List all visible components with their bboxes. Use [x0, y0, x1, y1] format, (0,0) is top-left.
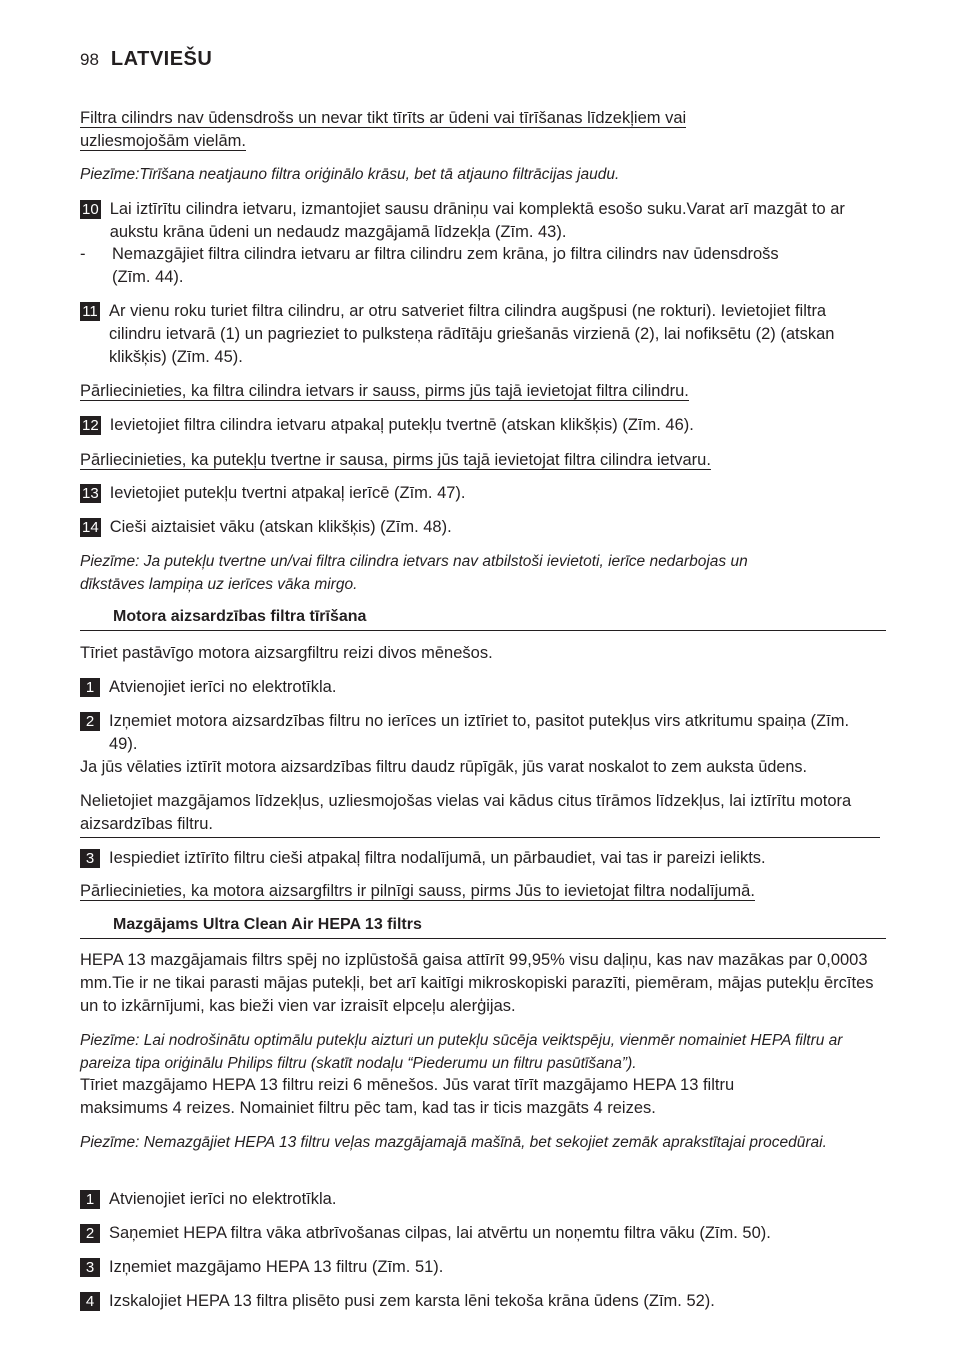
step-number: 14: [82, 519, 99, 536]
hepa-step-2: [80, 1222, 880, 1245]
step-text: Atvienojiet ierīci no elektrotīkla.: [109, 1190, 337, 1208]
section-heading-hepa-filter: Mazgājams Ultra Clean Air HEPA 13 filtrs: [80, 914, 886, 939]
paragraph-hepa-description: HEPA 13 mazgājamais filtrs spēj no izplūstošā gaisa attīrīt 99,95% visu daļiņu, kas nav mazākas par 0,0003 mm.Tie ir ne tikai parasti mājas putekļi, bet arī kaitīgi mikroskopiski parazīti, piemēram, mājas putekļu ērcītes un to izkārnījumi, kas bieži vien var izraisīt elpceļu alerģijas.: [80, 951, 874, 1015]
language-heading: LATVIEŠU: [110, 48, 213, 70]
step-13: [80, 482, 880, 505]
step-text: Lai iztīrītu cilindra ietvaru, izmantojiet sausu drāniņu vai komplektā esošo suku.Varat arī mazgāt to ar aukstu krāna ūdeni un nedaudz mazgājamā līdzekļa (Zīm. 43).: [109, 200, 845, 241]
page-number: 98: [80, 50, 99, 69]
section-heading-motor-filter: Motora aizsardzības filtra tīrīšana: [80, 606, 886, 631]
step-number: 13: [82, 485, 99, 502]
warning-cylinder-dry: Pārliecinieties, ka filtra cilindra ietvars ir sauss, pirms jūs tajā ievietojat filtra cilindru.: [80, 382, 689, 400]
step-text: Izskalojiet HEPA 13 filtra plisēto pusi zem karsta lēni tekoša krāna ūdens (Zīm. 52).: [109, 1292, 715, 1310]
step-text: Ievietojiet putekļu tvertni atpakaļ ierīcē (Zīm. 47).: [109, 484, 466, 502]
step-number: 2: [80, 712, 100, 731]
step-text: Atvienojiet ierīci no elektrotīkla.: [109, 678, 337, 696]
step-11: [80, 300, 880, 369]
motor-step-2: [80, 710, 870, 756]
step-number: 2: [80, 1224, 100, 1243]
step-number: 4: [80, 1292, 100, 1311]
step-number: 1: [80, 678, 100, 697]
step-text: Iespiediet iztīrīto filtru cieši atpakaļ filtra nodalījumā, un pārbaudiet, vai tas ir pareizi ielikts.: [109, 849, 766, 867]
dash-marker: -: [80, 245, 86, 263]
bullet-item: [80, 243, 800, 289]
note-no-washing-machine: Piezīme: Nemazgājiet HEPA 13 filtru veļas mazgājamajā mašīnā, bet sekojiet zemāk aprakstītajai procedūrai.: [80, 1134, 827, 1151]
step-14: [80, 516, 880, 539]
warning-filter-cylinder: Filtra cilindrs nav ūdensdrošs un nevar tikt tīrīts ar ūdeni vai tīrīšanas līdzekļiem vai uzliesmojošām vielām.: [80, 109, 687, 150]
step-number: 3: [80, 849, 100, 868]
note-color-restore: Piezīme:Tīrīšana neatjauno filtra oriģinālo krāsu, bet tā atjauno filtrācijas jaudu.: [80, 166, 620, 183]
step-text: Izņemiet motora aizsardzības filtru no ierīces un iztīriet to, pasitot putekļus virs atkritumu spaiņa (Zīm. 49).: [109, 712, 850, 753]
note-lamp-blinks: Piezīme: Ja putekļu tvertne un/vai filtra cilindra ietvars nav atbilstoši ievietoti, ierīce nedarbojas un dīkstāves lampiņa uz ierīces vāka mirgo.: [80, 553, 748, 593]
hepa-step-3: [80, 1256, 880, 1279]
warning-motor-filter-dry: Pārliecinieties, ka motora aizsargfiltrs ir pilnīgi sauss, pirms Jūs to ievietojat filtra nodalījumā.: [80, 882, 755, 900]
paragraph-hepa-interval: Tīriet mazgājamo HEPA 13 filtru reizi 6 mēnešos. Jūs varat tīrīt mazgājamo HEPA 13 filtru maksimums 4 reizes. Nomainiet filtru pēc tam, kad tas ir ticis mazgāts 4 reizes.: [80, 1076, 735, 1117]
step-number: 11: [80, 302, 100, 321]
hepa-step-1: [80, 1188, 880, 1211]
hepa-step-4: [80, 1290, 880, 1313]
motor-step-3: [80, 847, 880, 870]
note-philips-filter: Piezīme: Lai nodrošinātu optimālu putekļu aizturi un putekļu sūcēja veiktspēju, vienmēr nomainiet HEPA filtru ar pareiza tipa oriģinālu Philips filtru (skatīt nodaļu “Piederumu un filtru pasūtīšana”).: [80, 1032, 843, 1072]
paragraph-rinse-motor-filter: Ja jūs vēlaties iztīrīt motora aizsardzības filtru daudz rūpīgāk, jūs varat noskalot to zem auksta ūdens.: [80, 758, 807, 776]
page-header: [80, 48, 212, 74]
step-number: 12: [82, 417, 99, 434]
motor-step-1: [80, 676, 880, 699]
step-text: Izņemiet mazgājamo HEPA 13 filtru (Zīm. 51).: [109, 1258, 444, 1276]
step-10: [80, 198, 880, 244]
step-number: 10: [82, 201, 99, 218]
step-text: Ar vienu roku turiet filtra cilindru, ar otru satveriet filtra cilindra augšpusi (ne rokturi). Ievietojiet filtra cilindru ietvarā (1) un pagrieziet to pulksteņa rādītāju griešanās virzienā (2), lai nofiksētu (2) (atskan klikšķis) (Zīm. 45).: [109, 302, 835, 366]
warning-no-detergents: Nelietojiet mazgājamos līdzekļus, uzliesmojošas vielas vai kādus citus tīrāmos līdzekļus, lai iztīrītu motora aizsardzības filtru.: [80, 790, 880, 838]
paragraph-motor-filter-interval: Tīriet pastāvīgo motora aizsargfiltru reizi divos mēnešos.: [80, 644, 493, 662]
step-text: Ievietojiet filtra cilindra ietvaru atpakaļ putekļu tvertnē (atskan klikšķis) (Zīm. 46).: [109, 416, 694, 434]
step-text: Saņemiet HEPA filtra vāka atbrīvošanas cilpas, lai atvērtu un noņemtu filtra vāku (Zīm. 50).: [109, 1224, 771, 1242]
bullet-text: Nemazgājiet filtra cilindra ietvaru ar filtra cilindru zem krāna, jo filtra cilindrs nav ūdensdrošs (Zīm. 44).: [112, 245, 779, 286]
step-number: 3: [80, 1258, 100, 1277]
step-12: [80, 414, 880, 437]
warning-container-dry: Pārliecinieties, ka putekļu tvertne ir sausa, pirms jūs tajā ievietojat filtra cilindra ietvaru.: [80, 451, 711, 469]
step-text: Cieši aiztaisiet vāku (atskan klikšķis) (Zīm. 48).: [109, 518, 452, 536]
step-number: 1: [80, 1190, 100, 1209]
